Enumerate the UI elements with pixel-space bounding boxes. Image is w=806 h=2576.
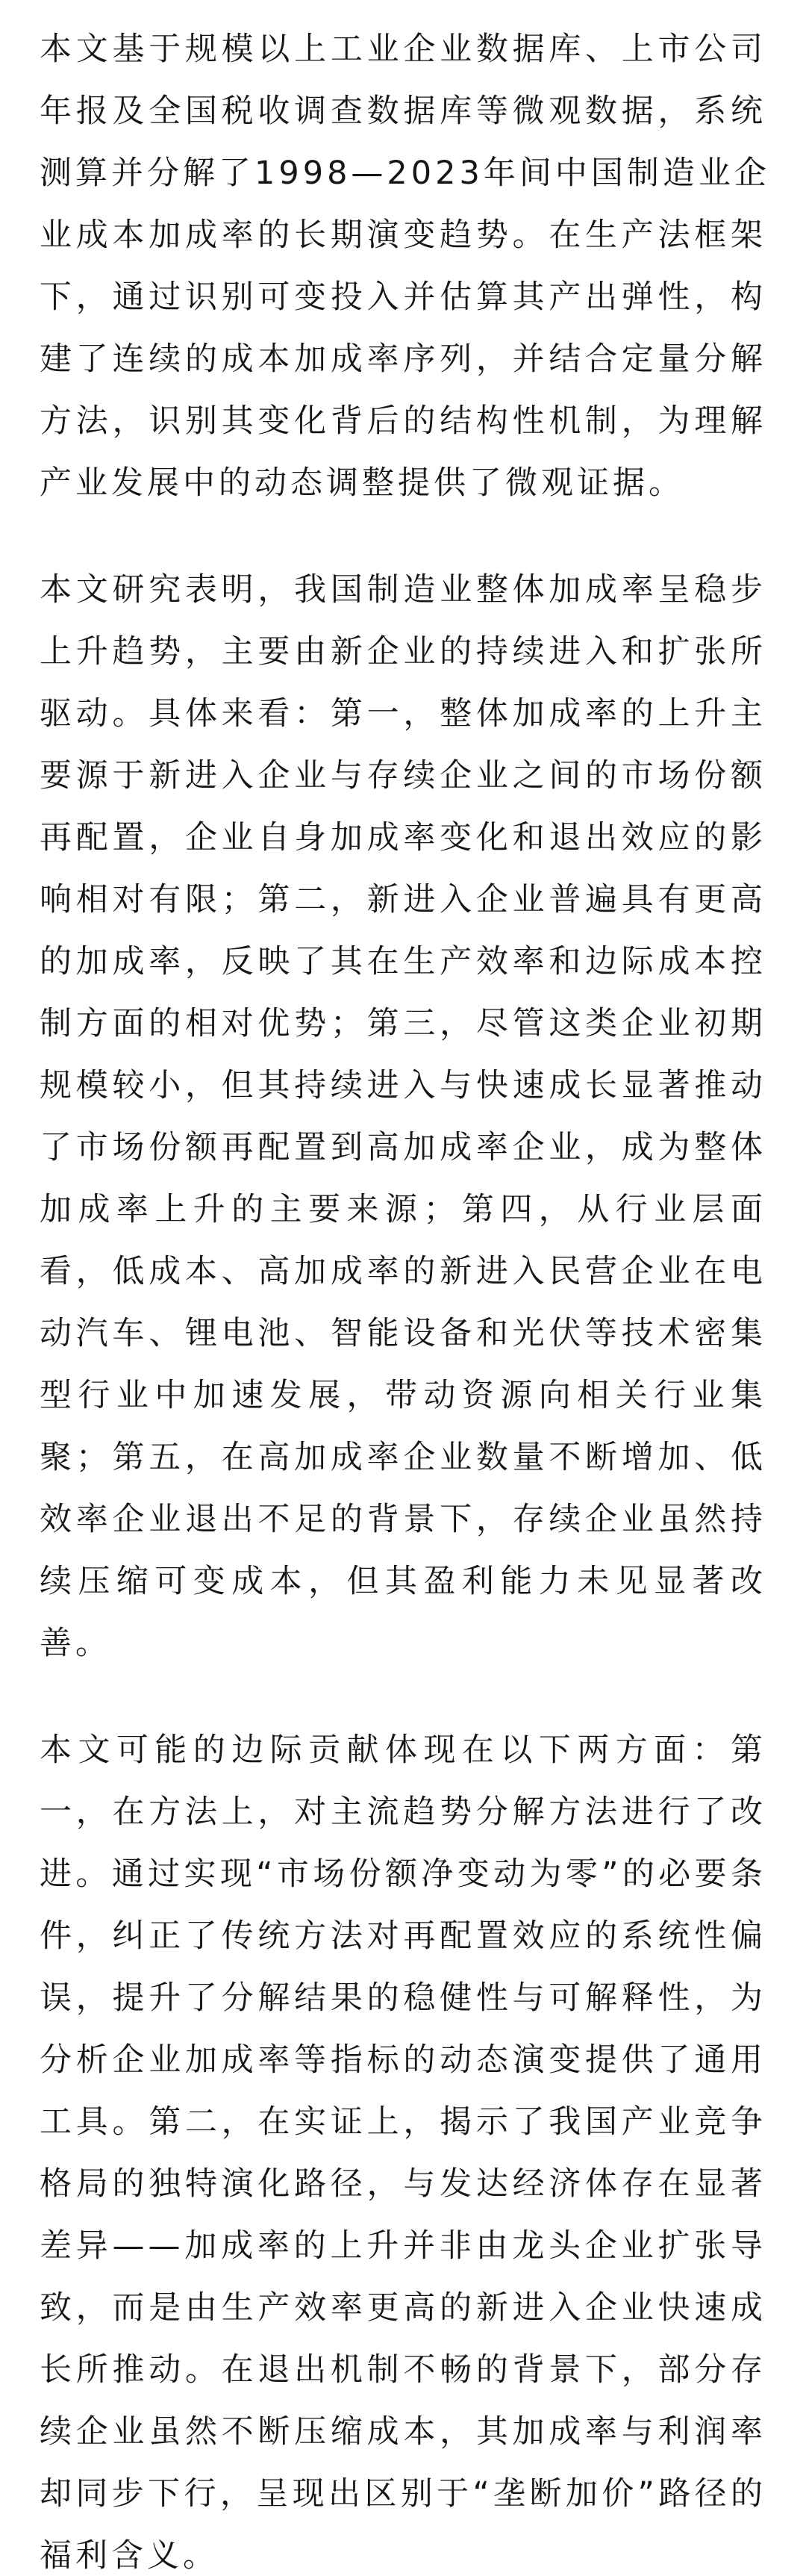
text-line: 件，纠正了传统方法对再配置效应的系统性偏 bbox=[40, 1917, 766, 1955]
text-line: 分析企业加成率等指标的动态演变提供了通用 bbox=[40, 2041, 766, 2079]
text-line: 加成率上升的主要来源；第四，从行业层面 bbox=[40, 1191, 766, 1228]
text-line: 业成本加成率的长期演变趋势。在生产法框架 bbox=[40, 217, 766, 254]
text-line: 聚；第五，在高加成率企业数量不断增加、低 bbox=[40, 1439, 766, 1476]
text-line: 却同步下行，呈现出区别于“垄断加价”路径的 bbox=[40, 2475, 766, 2513]
text-line: 要源于新进入企业与存续企业之间的市场份额 bbox=[40, 757, 766, 794]
text-line: 的加成率，反映了其在生产效率和边际成本控 bbox=[40, 943, 766, 980]
text-line: 测算并分解了1998—2023年间中国制造业企 bbox=[40, 155, 770, 192]
text-line: 上升趋势，主要由新企业的持续进入和扩张所 bbox=[40, 633, 766, 671]
text-line: 本文研究表明，我国制造业整体加成率呈稳步 bbox=[40, 571, 766, 609]
abstract-text bbox=[40, 19, 770, 2576]
text-line: 产业发展中的动态调整提供了微观证据。 bbox=[40, 464, 684, 502]
paragraph bbox=[40, 1720, 766, 2576]
text-line: 本文基于规模以上工业企业数据库、上市公司 bbox=[40, 31, 766, 68]
text-line: 本文可能的边际贡献体现在以下两方面：第 bbox=[40, 1732, 766, 1769]
text-line: 差异——加成率的上升并非由龙头企业扩张导 bbox=[40, 2227, 766, 2265]
text-line: 看，低成本、高加成率的新进入民营企业在电 bbox=[40, 1253, 766, 1290]
text-line: 误，提升了分解结果的稳健性与可解释性，为 bbox=[40, 1979, 766, 2017]
text-line: 制方面的相对优势；第三，尽管这类企业初期 bbox=[40, 1005, 766, 1042]
text-line: 续企业虽然不断压缩成本，其加成率与利润率 bbox=[40, 2413, 766, 2451]
text-line: 善。 bbox=[40, 1625, 111, 1662]
text-line: 驱动。具体来看：第一，整体加成率的上升主 bbox=[40, 695, 766, 732]
text-line: 致，而是由生产效率更高的新进入企业快速成 bbox=[40, 2289, 766, 2327]
text-line: 动汽车、锂电池、智能设备和光伏等技术密集 bbox=[40, 1315, 766, 1352]
text-line: 格局的独特演化路径，与发达经济体存在显著 bbox=[40, 2165, 766, 2203]
text-line: 进。通过实现“市场份额净变动为零”的必要条 bbox=[40, 1855, 766, 1893]
paragraph bbox=[40, 19, 770, 514]
text-line: 型行业中加速发展，带动资源向相关行业集 bbox=[40, 1377, 766, 1414]
text-line: 再配置，企业自身加成率变化和退出效应的影 bbox=[40, 819, 766, 856]
text-line: 建了连续的成本加成率序列，并结合定量分解 bbox=[40, 340, 766, 378]
text-line: 福利含义。 bbox=[40, 2537, 219, 2575]
text-line: 长所推动。在退出机制不畅的背景下，部分存 bbox=[40, 2351, 766, 2389]
paragraph bbox=[40, 559, 766, 1675]
text-line: 效率企业退出不足的背景下，存续企业虽然持 bbox=[40, 1501, 766, 1538]
text-line: 工具。第二，在实证上，揭示了我国产业竞争 bbox=[40, 2103, 766, 2141]
text-line: 续压缩可变成本，但其盈利能力未见显著改 bbox=[40, 1563, 766, 1600]
text-line: 下，通过识别可变投入并估算其产出弹性，构 bbox=[40, 279, 766, 316]
text-line: 一，在方法上，对主流趋势分解方法进行了改 bbox=[40, 1793, 766, 1831]
text-line: 响相对有限；第二，新进入企业普遍具有更高 bbox=[40, 881, 766, 918]
text-line: 年报及全国税收调查数据库等微观数据，系统 bbox=[40, 93, 766, 130]
text-line: 规模较小，但其持续进入与快速成长显著推动 bbox=[40, 1067, 766, 1104]
text-line: 了市场份额再配置到高加成率企业，成为整体 bbox=[40, 1129, 766, 1166]
text-line: 方法，识别其变化背后的结构性机制，为理解 bbox=[40, 402, 766, 440]
